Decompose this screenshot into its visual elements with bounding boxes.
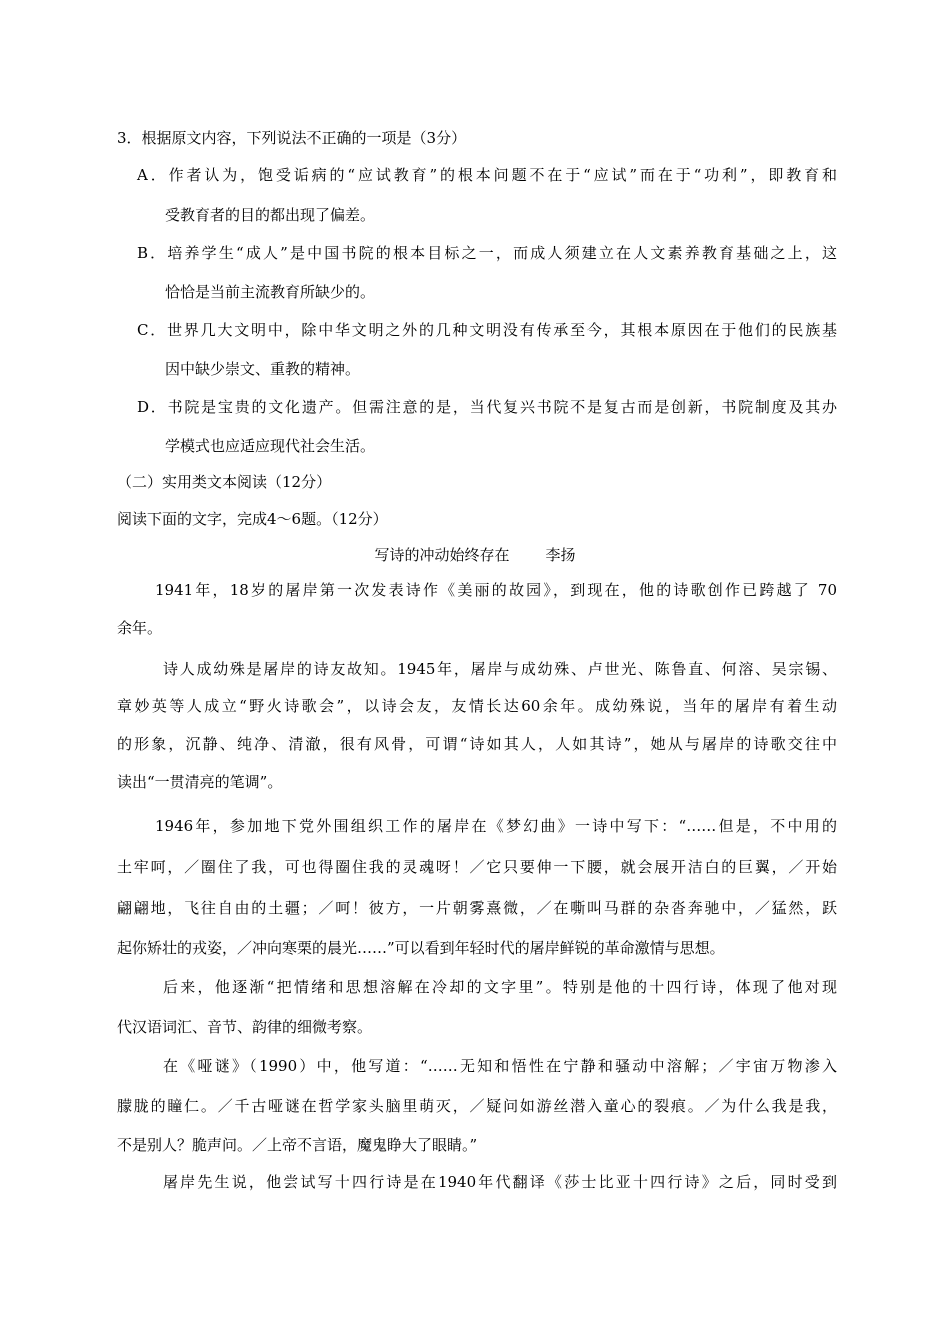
paragraph-3-line-2: 土牢呵，／圈住了我，可也得圈住我的灵魂呀！／它只要伸一下腰，就会展开洁白的巨翼，／开始 bbox=[117, 858, 837, 876]
section-heading: （二）实用类文本阅读（12分） bbox=[117, 473, 332, 491]
paragraph-2-line-1: 诗人成幼殊是屠岸的诗友故知。1945年，屠岸与成幼殊、卢世光、陈鲁直、何溶、吴宗锡、 bbox=[163, 660, 837, 678]
paragraph-4-line-1: 后来，他逐渐“把情绪和思想溶解在冷却的文字里”。特别是他的十四行诗，体现了他对现 bbox=[163, 978, 837, 996]
option-d-line-2: 学模式也应适应现代社会生活。 bbox=[165, 437, 376, 455]
reading-instruction: 阅读下面的文字，完成4～6题。（12分） bbox=[117, 510, 388, 528]
paragraph-4-line-2: 代汉语词汇、音节、韵律的细微考察。 bbox=[117, 1018, 373, 1036]
option-d-line-1: D．书院是宝贵的文化遗产。但需注意的是，当代复兴书院不是复古而是创新，书院制度及其办 bbox=[137, 398, 837, 416]
option-b-line-2: 恰恰是当前主流教育所缺少的。 bbox=[165, 283, 376, 301]
option-b-line-1: B．培养学生“成人”是中国书院的根本目标之一，而成人须建立在人文素养教育基础之上，这 bbox=[137, 244, 837, 262]
article-author: 李扬 bbox=[545, 546, 576, 564]
paragraph-2-line-3: 的形象，沉静、纯净、清澈，很有风骨，可谓“诗如其人，人如其诗”，她从与屠岸的诗歌交往中 bbox=[117, 735, 837, 753]
option-a-line-2: 受教育者的目的都出现了偏差。 bbox=[165, 206, 376, 224]
paragraph-3-line-3: 翩翩地，飞往自由的土疆；／呵！彼方，一片朝雾熹微，／在嘶叫马群的杂沓奔驰中，／猛然，跃 bbox=[117, 899, 837, 917]
option-a-line-1: A．作者认为，饱受诟病的“应试教育”的根本问题不在于“应试”而在于“功利”，即教育和 bbox=[137, 166, 837, 184]
article-title: 写诗的冲动始终存在 bbox=[374, 546, 510, 564]
paragraph-3-line-1: 1946年，参加地下党外围组织工作的屠岸在《梦幻曲》一诗中写下：“……但是，不中用的 bbox=[155, 817, 837, 835]
paragraph-2-line-4: 读出“一贯清亮的笔调”。 bbox=[117, 773, 283, 791]
article-title-line bbox=[0, 545, 950, 565]
paragraph-6-line-1: 屠岸先生说，他尝试写十四行诗是在1940年代翻译《莎士比亚十四行诗》之后，同时受到 bbox=[163, 1173, 837, 1191]
question-3-stem: 3．根据原文内容，下列说法不正确的一项是（3分） bbox=[117, 129, 467, 147]
option-c-line-1: C．世界几大文明中，除中华文明之外的几种文明没有传承至今，其根本原因在于他们的民族基 bbox=[137, 321, 837, 339]
paragraph-2-line-2: 章妙英等人成立“野火诗歌会”，以诗会友，友情长达60余年。成幼殊说，当年的屠岸有着生动 bbox=[117, 697, 837, 715]
paragraph-5-line-2: 朦胧的瞳仁。／千古哑谜在哲学家头脑里萌灭，／疑问如游丝潜入童心的裂痕。／为什么我是我， bbox=[117, 1097, 837, 1115]
paragraph-5-line-3: 不是别人？脆声问。／上帝不言语，魔鬼睁大了眼睛。” bbox=[117, 1136, 478, 1154]
paragraph-5-line-1: 在《哑谜》（1990）中，他写道：“……无知和悟性在宁静和骚动中溶解；／宇宙万物渗入 bbox=[163, 1057, 837, 1075]
option-c-line-2: 因中缺少崇文、重教的精神。 bbox=[165, 360, 361, 378]
paragraph-1-line-2: 余年。 bbox=[117, 619, 163, 637]
paragraph-3-line-4: 起你矫壮的戎姿，／冲向寒栗的晨光……”可以看到年轻时代的屠岸鲜锐的革命激情与思想。 bbox=[117, 939, 725, 957]
paragraph-1-line-1: 1941年，18岁的屠岸第一次发表诗作《美丽的故园》，到现在，他的诗歌创作已跨越了 70 bbox=[155, 581, 837, 599]
